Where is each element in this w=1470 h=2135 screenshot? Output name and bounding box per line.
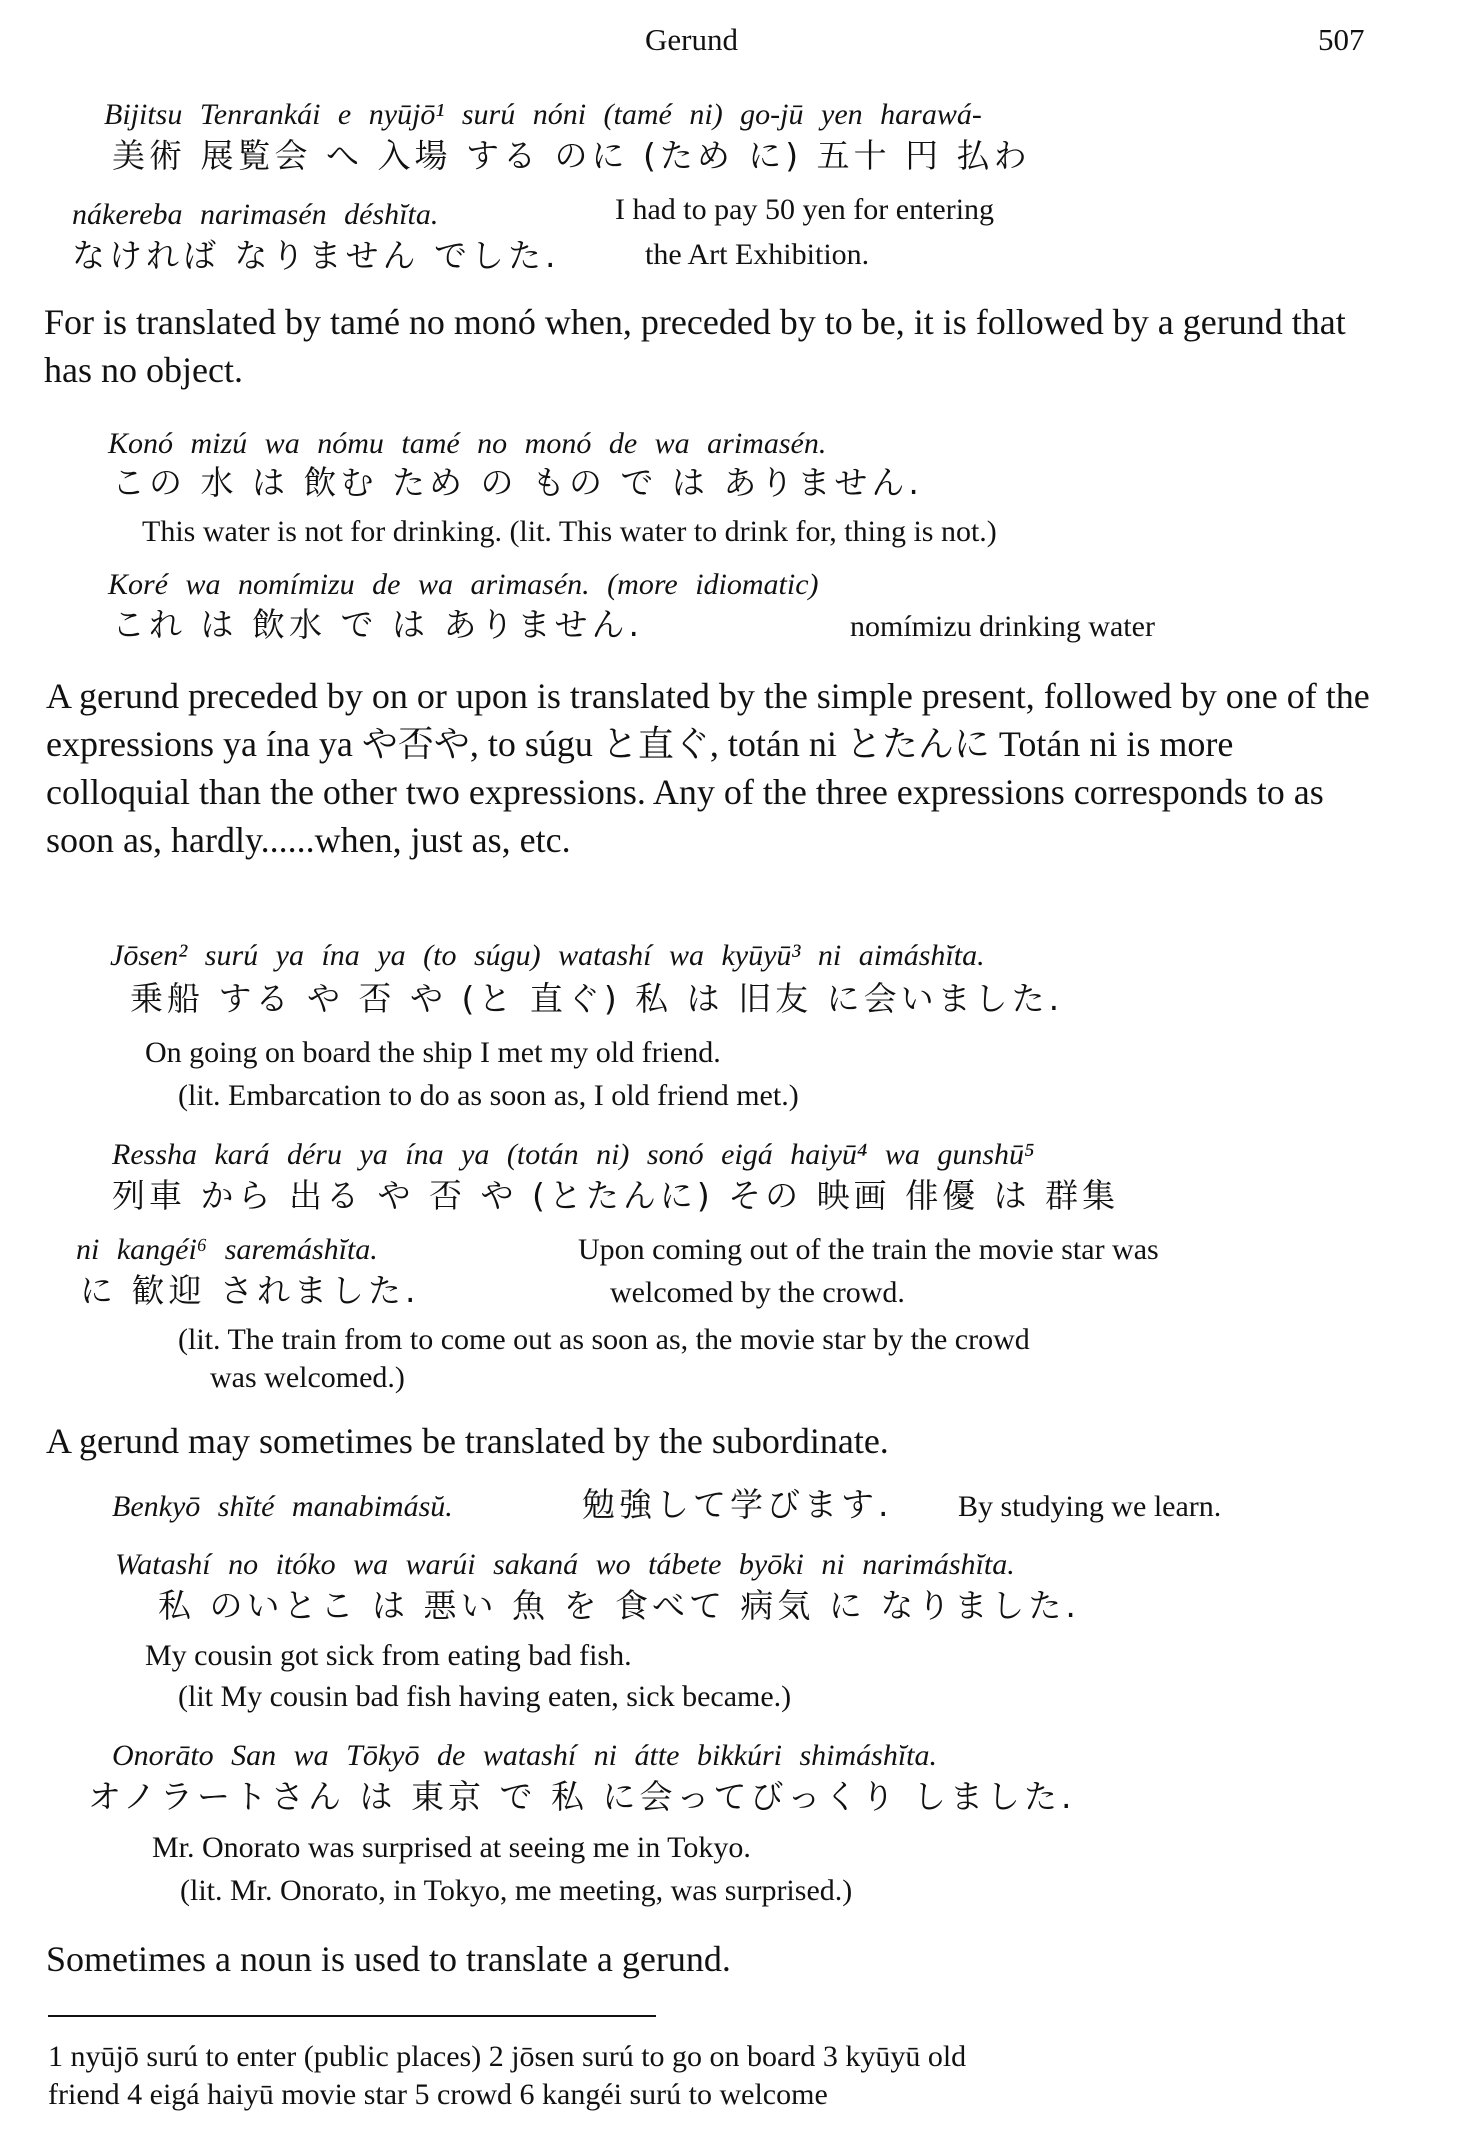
paragraph-3: A gerund may sometimes be translated by the subordinate.	[46, 1421, 889, 1461]
example-4-literal-b: was welcomed.)	[210, 1361, 405, 1394]
example-2-japanese: この 水 は 飲む ため の もの で は ありません.	[112, 463, 923, 502]
running-header	[0, 22, 1470, 62]
example-6-translation: My cousin got sick from eating bad fish.	[145, 1639, 632, 1672]
example-2-japanese-2: これ は 飲水 で は ありません.	[112, 605, 643, 644]
example-3-literal: (lit. Embarcation to do as soon as, I old friend met.)	[178, 1079, 799, 1112]
example-7-translation: Mr. Onorato was surprised at seeing me in Tokyo.	[152, 1831, 751, 1864]
footnotes	[48, 2038, 1378, 2114]
example-1-translation-a: I had to pay 50 yen for entering	[615, 193, 995, 226]
footnote-divider	[48, 2015, 656, 2017]
example-5-japanese: 勉強して学びます.	[582, 1485, 893, 1524]
example-2-translation: This water is not for drinking. (lit. This water to drink for, thing is not.)	[142, 515, 997, 548]
example-4-romaji: Ressha kará déru ya ína ya (totán ni) sonó eigá haiyū⁴ wa gunshū⁵	[112, 1138, 1035, 1171]
paragraph-4: Sometimes a noun is used to translate a gerund.	[46, 1939, 731, 1979]
example-7-romaji: Onorāto San wa Tōkyō de watashí ni átte bikkúri shimáshĭta.	[112, 1739, 937, 1772]
example-1-japanese: 美術 展覧会 へ 入場 する のに (ため に) 五十 円 払わ	[112, 136, 1031, 175]
example-1-translation-b: the Art Exhibition.	[645, 238, 870, 271]
example-3-romaji: Jōsen² surú ya ína ya (to súgu) watashí wa kyūyū³ ni aimáshĭta.	[110, 939, 985, 972]
page-number: 507	[1318, 22, 1365, 57]
example-2-romaji: Konó mizú wa nómu tamé no monó de wa arimasén.	[108, 427, 827, 460]
example-1-romaji-2: nákereba narimasén déshĭta.	[72, 198, 439, 231]
example-3-translation: On going on board the ship I met my old friend.	[145, 1036, 721, 1069]
example-4-literal-a: (lit. The train from to come out as soon as, the movie star by the crowd	[178, 1323, 1030, 1356]
example-2-note: nomímizu drinking water	[850, 610, 1155, 643]
example-6-literal: (lit My cousin bad fish having eaten, sick became.)	[178, 1680, 792, 1713]
example-6-romaji: Watashí no itóko wa warúi sakaná wo tábete byōki ni narimáshĭta.	[115, 1548, 1015, 1581]
paragraph-1: For is translated by tamé no monó when, preceded by to be, it is followed by a gerund that has no object.	[44, 302, 1346, 390]
example-4-japanese: 列車 から 出る や 否 や (とたんに) その 映画 俳優 は 群集	[112, 1176, 1120, 1215]
running-title: Gerund	[645, 22, 738, 57]
example-5-translation: By studying we learn.	[958, 1490, 1222, 1523]
paragraph-2: A gerund preceded by on or upon is translated by the simple present, followed by one of the expressions ya ína ya や否や, to súgu と直ぐ, totán ni とたんに Totán ni is more colloquial than the other two expressions. Any of the three expressions corresponds to as soon as, hardly......when, just as, etc.	[46, 676, 1370, 860]
example-5-romaji: Benkyō shĭté manabimásŭ.	[112, 1490, 453, 1523]
example-4-japanese-2: に 歓迎 されました.	[80, 1271, 420, 1310]
example-2-romaji-2: Koré wa nomímizu de wa arimasén. (more idiomatic)	[108, 568, 819, 601]
example-1-romaji: Bijitsu Tenrankái e nyūjō¹ surú nóni (tamé ni) go-jū yen harawá-	[104, 98, 982, 131]
example-6-japanese: 私 のいとこ は 悪い 魚 を 食べて 病気 に なりました.	[158, 1586, 1080, 1625]
example-7-literal: (lit. Mr. Onorato, in Tokyo, me meeting, was surprised.)	[180, 1874, 853, 1907]
footnote-line-1: 1 nyūjō surú to enter (public places) 2 jōsen surú to go on board 3 kyūyū old	[48, 2040, 967, 2073]
example-4-translation-b: welcomed by the crowd.	[610, 1276, 905, 1309]
example-4-translation-a: Upon coming out of the train the movie star was	[578, 1233, 1159, 1266]
footnote-line-2: friend 4 eigá haiyū movie star 5 crowd 6 kangéi surú to welcome	[48, 2078, 828, 2111]
example-4-romaji-2: ni kangéi⁶ saremáshĭta.	[76, 1233, 378, 1266]
example-7-japanese: オノラートさん は 東京 で 私 に会ってびっくり しました.	[88, 1777, 1076, 1816]
example-3-japanese: 乗船 する や 否 や (と 直ぐ) 私 は 旧友 に会いました.	[130, 979, 1064, 1018]
example-1-japanese-2: なければ なりません でした.	[72, 236, 560, 275]
